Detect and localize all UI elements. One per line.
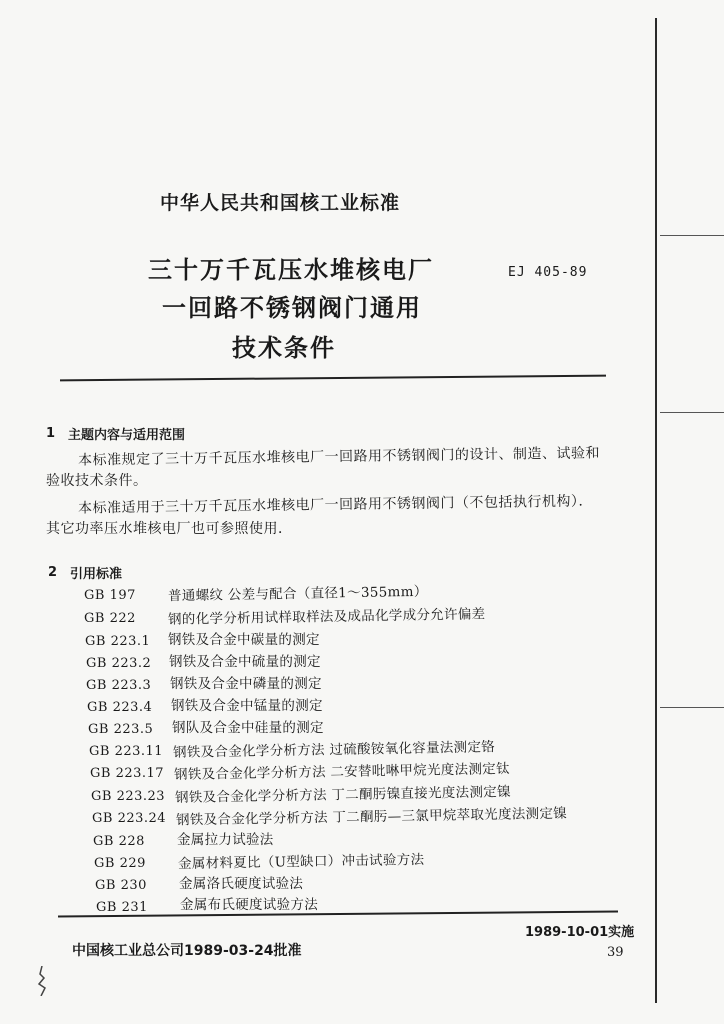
- reference-code: GB 223.23: [91, 789, 166, 804]
- section-2-heading: 引用标准: [70, 567, 123, 582]
- reference-code: GB 197: [84, 588, 136, 603]
- standard-code: EJ 405-89: [508, 265, 588, 280]
- reference-code: GB 231: [96, 900, 148, 915]
- doc-title-line-2: 一回路不锈钢阀门通用: [162, 294, 422, 322]
- section-1-heading: 主题内容与适用范围: [68, 428, 186, 443]
- effective-date: 1989-10-01实施: [525, 925, 635, 940]
- reference-title: 金属洛氏硬度试验法: [179, 876, 304, 892]
- reference-title: 钢铁及合金中锰量的测定: [171, 698, 323, 714]
- reference-title: 钢铁及合金化学分析方法 丁二酮肟—三氯甲烷萃取光度法测定镍: [175, 805, 568, 829]
- reference-title: 金属材料夏比（U型缺口）冲击试验方法: [177, 851, 425, 873]
- reference-code: GB 223.3: [86, 678, 152, 693]
- reference-code: GB 223.2: [86, 656, 152, 671]
- section-1-para-2-line-2: 其它功率压水堆核电厂也可参照使用．: [46, 521, 293, 537]
- reference-code: GB 229: [94, 856, 146, 871]
- doc-title-line-1: 三十万千瓦压水堆核电厂: [148, 256, 434, 284]
- header-divider: [60, 375, 606, 382]
- reference-code: GB 222: [84, 611, 136, 626]
- reference-code: GB 223.1: [85, 634, 151, 649]
- edge-mark: [660, 235, 724, 236]
- page-edge-rule: [655, 18, 657, 1003]
- reference-code: GB 223.4: [87, 700, 153, 715]
- reference-title: 钢铁及合金中磷量的测定: [170, 676, 322, 692]
- reference-title: 金属布氏硬度试验方法: [180, 897, 318, 913]
- scan-smudge: [36, 966, 48, 996]
- page-number: 39: [607, 945, 624, 960]
- section-2-number: 2: [48, 565, 58, 580]
- reference-title: 钢的化学分析用试样取样法及成品化学成分允许偏差: [167, 606, 486, 628]
- reference-title: 钢铁及合金化学分析方法 过硫酸铵氧化容量法测定铬: [172, 739, 496, 761]
- reference-title: 金属拉力试验法: [177, 832, 274, 848]
- reference-title: 钢铁及合金中碳量的测定: [168, 632, 320, 648]
- section-1-para-2-line-1: 本标准适用于三十万千瓦压水堆核电厂一回路用不锈钢阀门（不包括执行机构）．: [77, 493, 594, 517]
- approval-date: 中国核工业总公司1989-03-24批准: [72, 943, 302, 959]
- org-title: 中华人民共和国核工业标准: [160, 192, 401, 214]
- reference-title: 钢队及合金中硅量的测定: [172, 720, 324, 736]
- doc-title-line-3: 技术条件: [232, 334, 336, 362]
- edge-mark: [660, 412, 724, 413]
- reference-code: GB 223.24: [92, 811, 167, 826]
- reference-title: 钢铁及合金化学分析方法 丁二酮肟镍直接光度法测定镍: [174, 784, 511, 806]
- reference-title: 钢铁及合金中硫量的测定: [169, 654, 321, 670]
- reference-code: GB 223.17: [90, 766, 165, 781]
- reference-code: GB 228: [93, 834, 145, 849]
- section-1-para-1-line-1: 本标准规定了三十万千瓦压水堆核电厂一回路用不锈钢阀门的设计、制造、试验和: [77, 445, 601, 469]
- reference-code: GB 223.5: [88, 722, 154, 737]
- reference-title: 普通螺纹 公差与配合（直径1～355mm）: [167, 583, 428, 605]
- reference-code: GB 223.11: [89, 744, 164, 759]
- edge-mark: [660, 707, 724, 708]
- reference-code: GB 230: [95, 878, 147, 893]
- section-1-para-1-line-2: 验收技术条件。: [46, 473, 148, 489]
- section-1-number: 1: [46, 426, 56, 441]
- reference-title: 钢铁及合金化学分析方法 二安替吡啉甲烷光度法测定钛: [173, 761, 510, 783]
